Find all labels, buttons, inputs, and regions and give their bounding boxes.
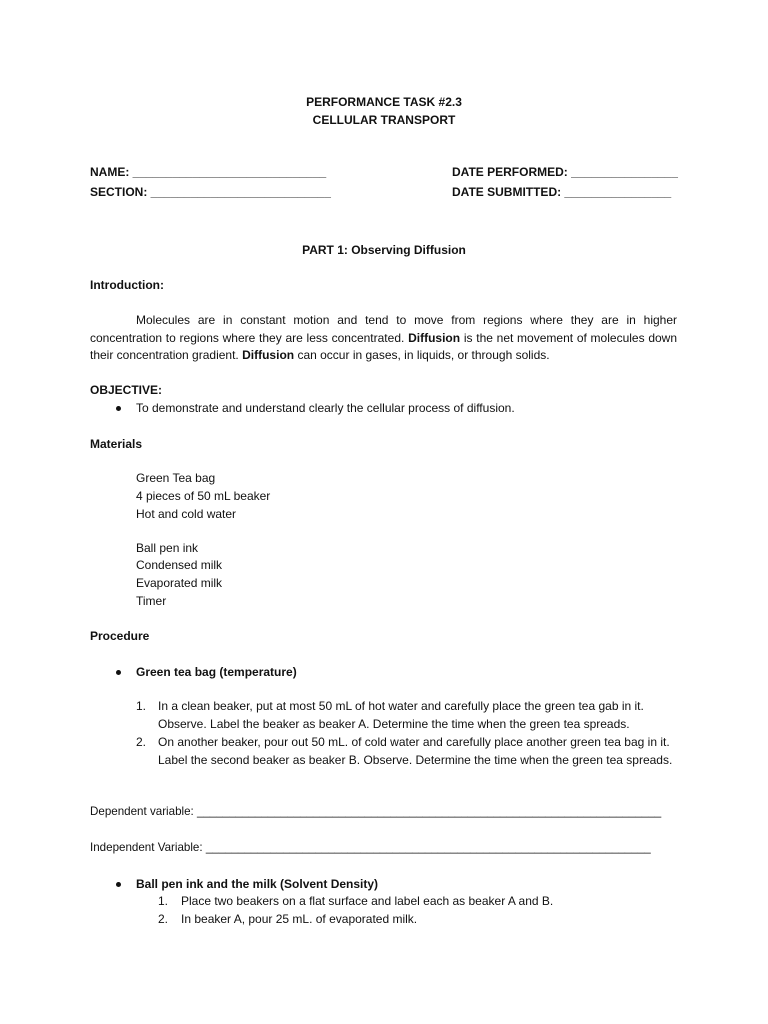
procedure-a-step: In a clean beaker, put at most 50 mL of hot water and carefully place the green tea gab in it. Observe. Label the beaker as beaker A. Determine the time when the green tea spreads. bbox=[158, 699, 644, 731]
name-field: NAME: _____________________________ bbox=[90, 165, 327, 179]
intro-bold-diffusion-1: Diffusion bbox=[408, 330, 461, 345]
intro-text-1: Molecules are in constant motion and tend to move from regions where they are in higher concentration to regions where they are less concentrated. bbox=[90, 313, 677, 345]
introduction-label: Introduction: bbox=[90, 278, 164, 292]
material-item: Green Tea bag bbox=[136, 471, 216, 485]
objective-label: OBJECTIVE: bbox=[90, 383, 163, 397]
dependent-variable-field: Dependent variable: ________________________________________________________________________ bbox=[90, 805, 662, 818]
step-number: 1. bbox=[136, 699, 147, 713]
intro-bold-diffusion-2: Diffusion bbox=[242, 348, 295, 362]
independent-variable-field: Independent Variable: _____________________________________________________________________ bbox=[90, 841, 651, 854]
intro-text-3: can occur in gases, in liquids, or through solids. bbox=[297, 348, 550, 362]
material-item: Evaporated milk bbox=[136, 576, 223, 590]
procedure-a-title: Green tea bag (temperature) bbox=[136, 665, 297, 679]
part1-heading: PART 1: Observing Diffusion bbox=[302, 243, 466, 257]
page-subtitle: CELLULAR TRANSPORT bbox=[312, 113, 456, 127]
material-item: Timer bbox=[136, 594, 167, 608]
procedure-b-title: Ball pen ink and the milk (Solvent Density) bbox=[136, 877, 379, 891]
step-number: 1. bbox=[158, 894, 169, 908]
material-item: 4 pieces of 50 mL beaker bbox=[136, 489, 271, 503]
bullet-icon bbox=[116, 406, 121, 411]
material-item: Hot and cold water bbox=[136, 507, 237, 521]
bullet-icon bbox=[116, 670, 121, 675]
material-item: Condensed milk bbox=[136, 558, 223, 572]
procedure-b-step: Place two beakers on a flat surface and label each as beaker A and B. bbox=[181, 894, 554, 908]
materials-label: Materials bbox=[90, 437, 143, 451]
page-title: PERFORMANCE TASK #2.3 bbox=[306, 95, 462, 109]
section-field: SECTION: ___________________________ bbox=[90, 185, 331, 199]
objective-item: To demonstrate and understand clearly the cellular process of diffusion. bbox=[136, 401, 515, 415]
procedure-label: Procedure bbox=[90, 629, 150, 643]
material-item: Ball pen ink bbox=[136, 541, 199, 555]
intro-text-2: is the net movement of molecules down their concentration gradient. bbox=[90, 330, 678, 362]
step-number: 2. bbox=[158, 912, 169, 926]
procedure-a-step: On another beaker, pour out 50 mL. of cold water and carefully place another green tea bag in it. Label the second beaker as beaker B. Observe. Determine the time when the green tea spreads. bbox=[158, 735, 673, 767]
bullet-icon bbox=[116, 882, 121, 887]
date-submitted-field: DATE SUBMITTED: ________________ bbox=[452, 185, 672, 199]
introduction-paragraph bbox=[90, 312, 677, 365]
procedure-b-step: In beaker A, pour 25 mL. of evaporated milk. bbox=[181, 912, 418, 926]
step-number: 2. bbox=[136, 735, 147, 749]
date-performed-field: DATE PERFORMED: ________________ bbox=[452, 165, 678, 179]
